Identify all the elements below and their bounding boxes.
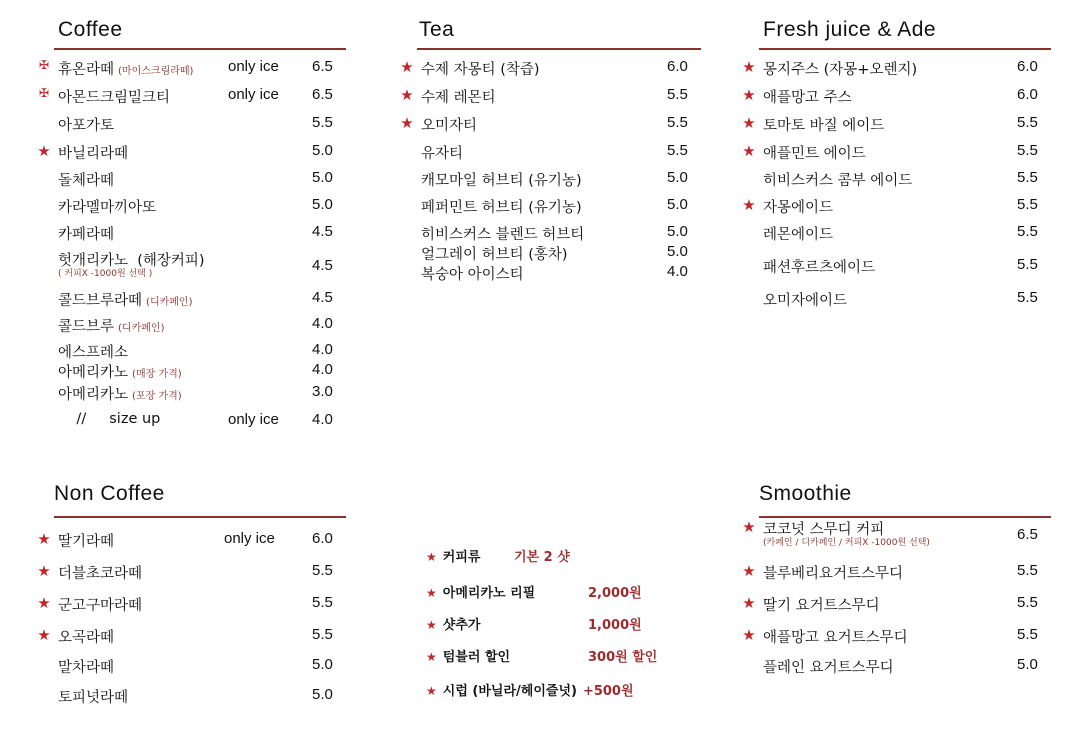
smoothie-item-price: 5.0	[1017, 656, 1038, 673]
tea-item	[397, 263, 697, 285]
smoothie-item-price: 5.5	[1017, 626, 1038, 643]
coffee-item-subnote: ( 커피X -1000원 선택 )	[58, 269, 153, 279]
juice-section	[739, 18, 1069, 318]
star-icon: ★	[742, 58, 756, 76]
smoothie-item-name	[763, 656, 894, 677]
juice-item	[739, 169, 1059, 191]
juice-item-price: 5.5	[1017, 223, 1038, 240]
coffee-item-price: 4.0	[312, 315, 333, 332]
tea-item-label: 유자티	[421, 146, 464, 162]
smoothie-title: Smoothie	[759, 482, 852, 505]
extras-item	[426, 680, 716, 699]
coffee-item-price: 5.0	[312, 169, 333, 186]
coffee-title: Coffee	[58, 18, 123, 41]
smoothie-item	[739, 518, 1059, 548]
noncoffee-item-price: 5.5	[312, 626, 333, 643]
juice-item	[739, 223, 1059, 245]
coffee-item	[34, 86, 344, 108]
tea-item-name	[421, 169, 582, 190]
tea-item-price: 6.0	[667, 58, 688, 75]
extras-item	[426, 546, 716, 565]
tea-item-name	[421, 114, 477, 135]
noncoffee-section	[34, 482, 354, 712]
coffee-item	[34, 249, 344, 279]
coffee-item-note: (포장 가격)	[132, 391, 182, 402]
noncoffee-item-name	[58, 594, 142, 615]
coffee-item-name	[58, 142, 128, 163]
juice-item-label: 몽지주스 (자몽+오렌지)	[763, 62, 918, 78]
coffee-item-price: 5.0	[312, 196, 333, 213]
tea-item-label: 얼그레이 허브티 (홍차)	[421, 247, 568, 263]
coffee-item	[34, 289, 344, 311]
juice-item	[739, 196, 1059, 218]
coffee-item	[34, 411, 344, 433]
coffee-item-option: only ice	[228, 86, 279, 103]
coffee-item-price: 5.0	[312, 142, 333, 159]
star-icon: ★	[426, 586, 437, 600]
noncoffee-item-label: 말차라떼	[58, 660, 115, 676]
extras-item-value: 1,000원	[588, 618, 642, 633]
star-icon: ★	[426, 618, 437, 632]
star-icon: ★	[400, 86, 414, 104]
juice-item-name	[763, 58, 917, 79]
juice-item-name	[763, 256, 875, 277]
noncoffee-item-label: 더블초코라떼	[58, 566, 143, 582]
smoothie-item	[739, 594, 1059, 616]
juice-item-price: 5.5	[1017, 196, 1038, 213]
coffee-item	[34, 196, 344, 218]
tea-item	[397, 114, 697, 136]
juice-item-price: 5.5	[1017, 142, 1038, 159]
noncoffee-item	[34, 626, 344, 648]
smoothie-item-label: 딸기 요거트스무디	[763, 598, 880, 614]
juice-item-name	[763, 196, 833, 217]
smoothie-item-label: 블루베리요거트스무디	[763, 566, 904, 582]
noncoffee-item-name	[58, 656, 114, 677]
smoothie-item-label: 애플망고 요거트스무디	[763, 630, 908, 646]
juice-item-name	[763, 142, 866, 163]
star-icon: ★	[37, 530, 51, 548]
star-icon: ★	[742, 518, 756, 536]
coffee-item-name	[58, 361, 182, 382]
juice-item-name	[763, 289, 847, 310]
star-icon: ★	[400, 58, 414, 76]
coffee-item	[34, 223, 344, 245]
smoothie-item-label: 플레인 요거트스무디	[763, 660, 894, 676]
tea-section	[397, 18, 707, 298]
coffee-item	[34, 341, 344, 363]
coffee-item-name	[58, 411, 160, 427]
coffee-item-label: 바닐리라떼	[58, 146, 129, 162]
coffee-item-label: 아몬드크림밀크티	[58, 90, 171, 106]
coffee-item-price: 4.0	[312, 341, 333, 358]
coffee-item-name	[58, 86, 170, 107]
tea-item	[397, 223, 697, 245]
extras-item-label: 아메리카노 리필	[442, 586, 536, 601]
coffee-item-note: (디카페인)	[146, 297, 193, 308]
coffee-rule	[54, 48, 346, 50]
star-icon: ★	[742, 142, 756, 160]
coffee-item-price: 4.5	[312, 257, 333, 274]
tea-item-price: 5.0	[667, 243, 688, 260]
noncoffee-item	[34, 594, 344, 616]
star-icon: ★	[37, 594, 51, 612]
juice-item-label: 자몽에이드	[763, 200, 834, 216]
juice-item-label: 애플망고 주스	[763, 90, 852, 106]
noncoffee-item	[34, 656, 344, 678]
juice-item-price: 5.5	[1017, 289, 1038, 306]
noncoffee-item-price: 5.5	[312, 594, 333, 611]
smoothie-item-price: 5.5	[1017, 594, 1038, 611]
smoothie-item-name	[763, 594, 880, 615]
juice-item-name	[763, 223, 833, 244]
tea-item-label: 오미자티	[421, 118, 478, 134]
noncoffee-item-option: only ice	[224, 530, 275, 547]
smoothie-item-name	[763, 626, 908, 647]
noncoffee-rule	[54, 516, 346, 518]
star-icon: ★	[37, 142, 51, 160]
juice-item	[739, 256, 1059, 278]
tea-item	[397, 169, 697, 191]
coffee-item-option: only ice	[228, 58, 279, 75]
star-icon: ★	[742, 114, 756, 132]
coffee-item-price: 4.5	[312, 223, 333, 240]
star-icon: ★	[742, 196, 756, 214]
noncoffee-item-name	[58, 530, 114, 551]
star-icon: ★	[742, 626, 756, 644]
coffee-item-label: 아포가토	[58, 118, 115, 134]
juice-item-price: 5.5	[1017, 256, 1038, 273]
smoothie-item-price: 6.5	[1017, 526, 1038, 543]
extras-item-label: 시럽 (바닐라/헤이즐넛)	[442, 684, 577, 699]
noncoffee-title: Non Coffee	[54, 482, 165, 505]
smoothie-item	[739, 626, 1059, 648]
coffee-item-price: 4.0	[312, 411, 333, 428]
tea-item-name	[421, 243, 568, 264]
coffee-item-label: 아메리카노	[58, 387, 129, 403]
juice-item-price: 6.0	[1017, 58, 1038, 75]
tea-item-label: 히비스커스 블렌드 허브티	[421, 227, 585, 243]
coffee-item	[34, 142, 344, 164]
juice-item	[739, 58, 1059, 80]
coffee-item-name	[58, 223, 114, 244]
juice-item-label: 토마토 바질 에이드	[763, 118, 885, 134]
coffee-item-price: 6.5	[312, 86, 333, 103]
coffee-item	[34, 58, 344, 80]
tea-item-price: 4.0	[667, 263, 688, 280]
juice-title: Fresh juice & Ade	[763, 18, 937, 41]
coffee-item-name	[58, 289, 193, 310]
coffee-item-label: 헛개리카노 (해장커피)	[58, 253, 205, 269]
coffee-item-label: 카페라떼	[58, 227, 115, 243]
coffee-item-note: (디카페인)	[118, 323, 165, 334]
tea-item	[397, 58, 697, 80]
coffee-item-price: 5.5	[312, 114, 333, 131]
tea-item	[397, 243, 697, 265]
coffee-item	[34, 361, 344, 383]
tea-item-label: 복숭아 아이스티	[421, 267, 524, 283]
coffee-item	[34, 383, 344, 405]
noncoffee-item-price: 5.0	[312, 656, 333, 673]
tea-item-label: 페퍼민트 허브티 (유기농)	[421, 200, 582, 216]
smoothie-item-price: 5.5	[1017, 562, 1038, 579]
tea-item-price: 5.0	[667, 169, 688, 186]
coffee-item-name	[58, 196, 156, 217]
tea-item-name	[421, 223, 584, 244]
smoothie-section	[739, 482, 1069, 682]
tea-item-name	[421, 196, 582, 217]
tea-item-name	[421, 58, 540, 79]
noncoffee-item	[34, 686, 344, 708]
noncoffee-item-price: 6.0	[312, 530, 333, 547]
cross-icon: ✠	[38, 58, 50, 72]
noncoffee-item-price: 5.0	[312, 686, 333, 703]
noncoffee-item-label: 토피넛라떼	[58, 690, 129, 706]
coffee-item-label: 돌체라떼	[58, 173, 115, 189]
coffee-item-price: 4.5	[312, 289, 333, 306]
tea-item-price: 5.5	[667, 142, 688, 159]
extras-info	[426, 546, 726, 706]
star-icon: ★	[742, 86, 756, 104]
tea-item-label: 수제 레몬티	[421, 90, 496, 106]
star-icon: ★	[37, 626, 51, 644]
extras-item-label: 텀블러 할인	[442, 650, 511, 665]
noncoffee-item-label: 군고구마라떼	[58, 598, 143, 614]
extras-item-value: 2,000원	[588, 586, 642, 601]
coffee-item-name	[58, 315, 164, 336]
tea-item-name	[421, 86, 496, 107]
smoothie-item	[739, 656, 1059, 678]
coffee-item-name	[58, 383, 182, 404]
coffee-item-label: 콜드브루라떼	[58, 293, 143, 309]
coffee-item-name	[58, 114, 114, 135]
extras-item-value: 300원 할인	[588, 650, 658, 665]
coffee-item	[34, 169, 344, 191]
juice-item-label: 오미자에이드	[763, 293, 848, 309]
tea-item-name	[421, 142, 463, 163]
star-icon: ★	[742, 562, 756, 580]
juice-item	[739, 142, 1059, 164]
juice-item-price: 6.0	[1017, 86, 1038, 103]
extras-item	[426, 646, 716, 665]
juice-item-label: 레몬에이드	[763, 227, 834, 243]
coffee-item-note: (매장 가격)	[132, 369, 182, 380]
noncoffee-item-label: 딸기라떼	[58, 534, 115, 550]
smoothie-item-name	[763, 562, 903, 583]
star-icon: ★	[37, 562, 51, 580]
juice-item-name	[763, 169, 912, 190]
juice-item-name	[763, 114, 884, 135]
smoothie-item-subnote: (카페인 / 디카페인 / 커피X -1000원 선택)	[763, 538, 930, 548]
juice-item	[739, 114, 1059, 136]
noncoffee-item-name	[58, 686, 128, 707]
coffee-item	[34, 114, 344, 136]
noncoffee-item-name	[58, 562, 142, 583]
smoothie-item-label: 코코넛 스무디 커피	[763, 522, 885, 538]
extras-item-label: 커피류	[442, 550, 481, 565]
juice-item-name	[763, 86, 852, 107]
coffee-item-label: 아메리카노	[58, 365, 129, 381]
coffee-item-price: 6.5	[312, 58, 333, 75]
coffee-item-label: 콜드브루	[58, 319, 115, 335]
juice-rule	[759, 48, 1051, 50]
tea-title: Tea	[419, 18, 455, 41]
noncoffee-item-price: 5.5	[312, 562, 333, 579]
star-icon: ★	[742, 594, 756, 612]
coffee-item-label: // size up	[58, 411, 161, 427]
extras-item	[426, 614, 716, 633]
coffee-item-option: only ice	[228, 411, 279, 428]
star-icon: ★	[426, 650, 437, 664]
extras-item-value: +500원	[582, 684, 634, 699]
tea-item-label: 수제 자몽티 (착즙)	[421, 62, 540, 78]
tea-item-price: 5.0	[667, 223, 688, 240]
juice-item-label: 애플민트 에이드	[763, 146, 866, 162]
tea-item	[397, 142, 697, 164]
coffee-item-price: 4.0	[312, 361, 333, 378]
coffee-item-price: 3.0	[312, 383, 333, 400]
extras-item	[426, 582, 716, 601]
star-icon: ★	[426, 684, 437, 698]
extras-item-label: 샷추가	[442, 618, 481, 633]
juice-item-label: 히비스커스 콤부 에이드	[763, 173, 913, 189]
noncoffee-item-label: 오곡라떼	[58, 630, 115, 646]
tea-item-price: 5.5	[667, 86, 688, 103]
coffee-item-label: 휴온라떼	[58, 62, 115, 78]
extras-item-value: 기본 2 샷	[514, 550, 570, 565]
star-icon: ★	[426, 550, 437, 564]
tea-item-price: 5.0	[667, 196, 688, 213]
noncoffee-item-name	[58, 626, 114, 647]
tea-item	[397, 196, 697, 218]
star-icon: ★	[400, 114, 414, 132]
juice-item-label: 패션후르츠에이드	[763, 260, 876, 276]
juice-item	[739, 289, 1059, 311]
noncoffee-item	[34, 562, 344, 584]
coffee-item-name	[58, 169, 114, 190]
tea-item-label: 캐모마일 허브티 (유기농)	[421, 173, 582, 189]
coffee-item-note: (마이스크림라떼)	[118, 66, 194, 77]
tea-rule	[417, 48, 701, 50]
juice-item-price: 5.5	[1017, 169, 1038, 186]
cross-icon: ✠	[38, 86, 50, 100]
tea-item-price: 5.5	[667, 114, 688, 131]
coffee-item-label: 에스프레소	[58, 345, 129, 361]
juice-item-price: 5.5	[1017, 114, 1038, 131]
noncoffee-item	[34, 530, 344, 552]
coffee-item-name	[58, 58, 193, 79]
coffee-item-name	[58, 341, 128, 362]
smoothie-item	[739, 562, 1059, 584]
coffee-item	[34, 315, 344, 337]
tea-item-name	[421, 263, 524, 284]
tea-item	[397, 86, 697, 108]
coffee-item-label: 카라멜마끼아또	[58, 200, 157, 216]
coffee-section	[34, 18, 354, 438]
juice-item	[739, 86, 1059, 108]
